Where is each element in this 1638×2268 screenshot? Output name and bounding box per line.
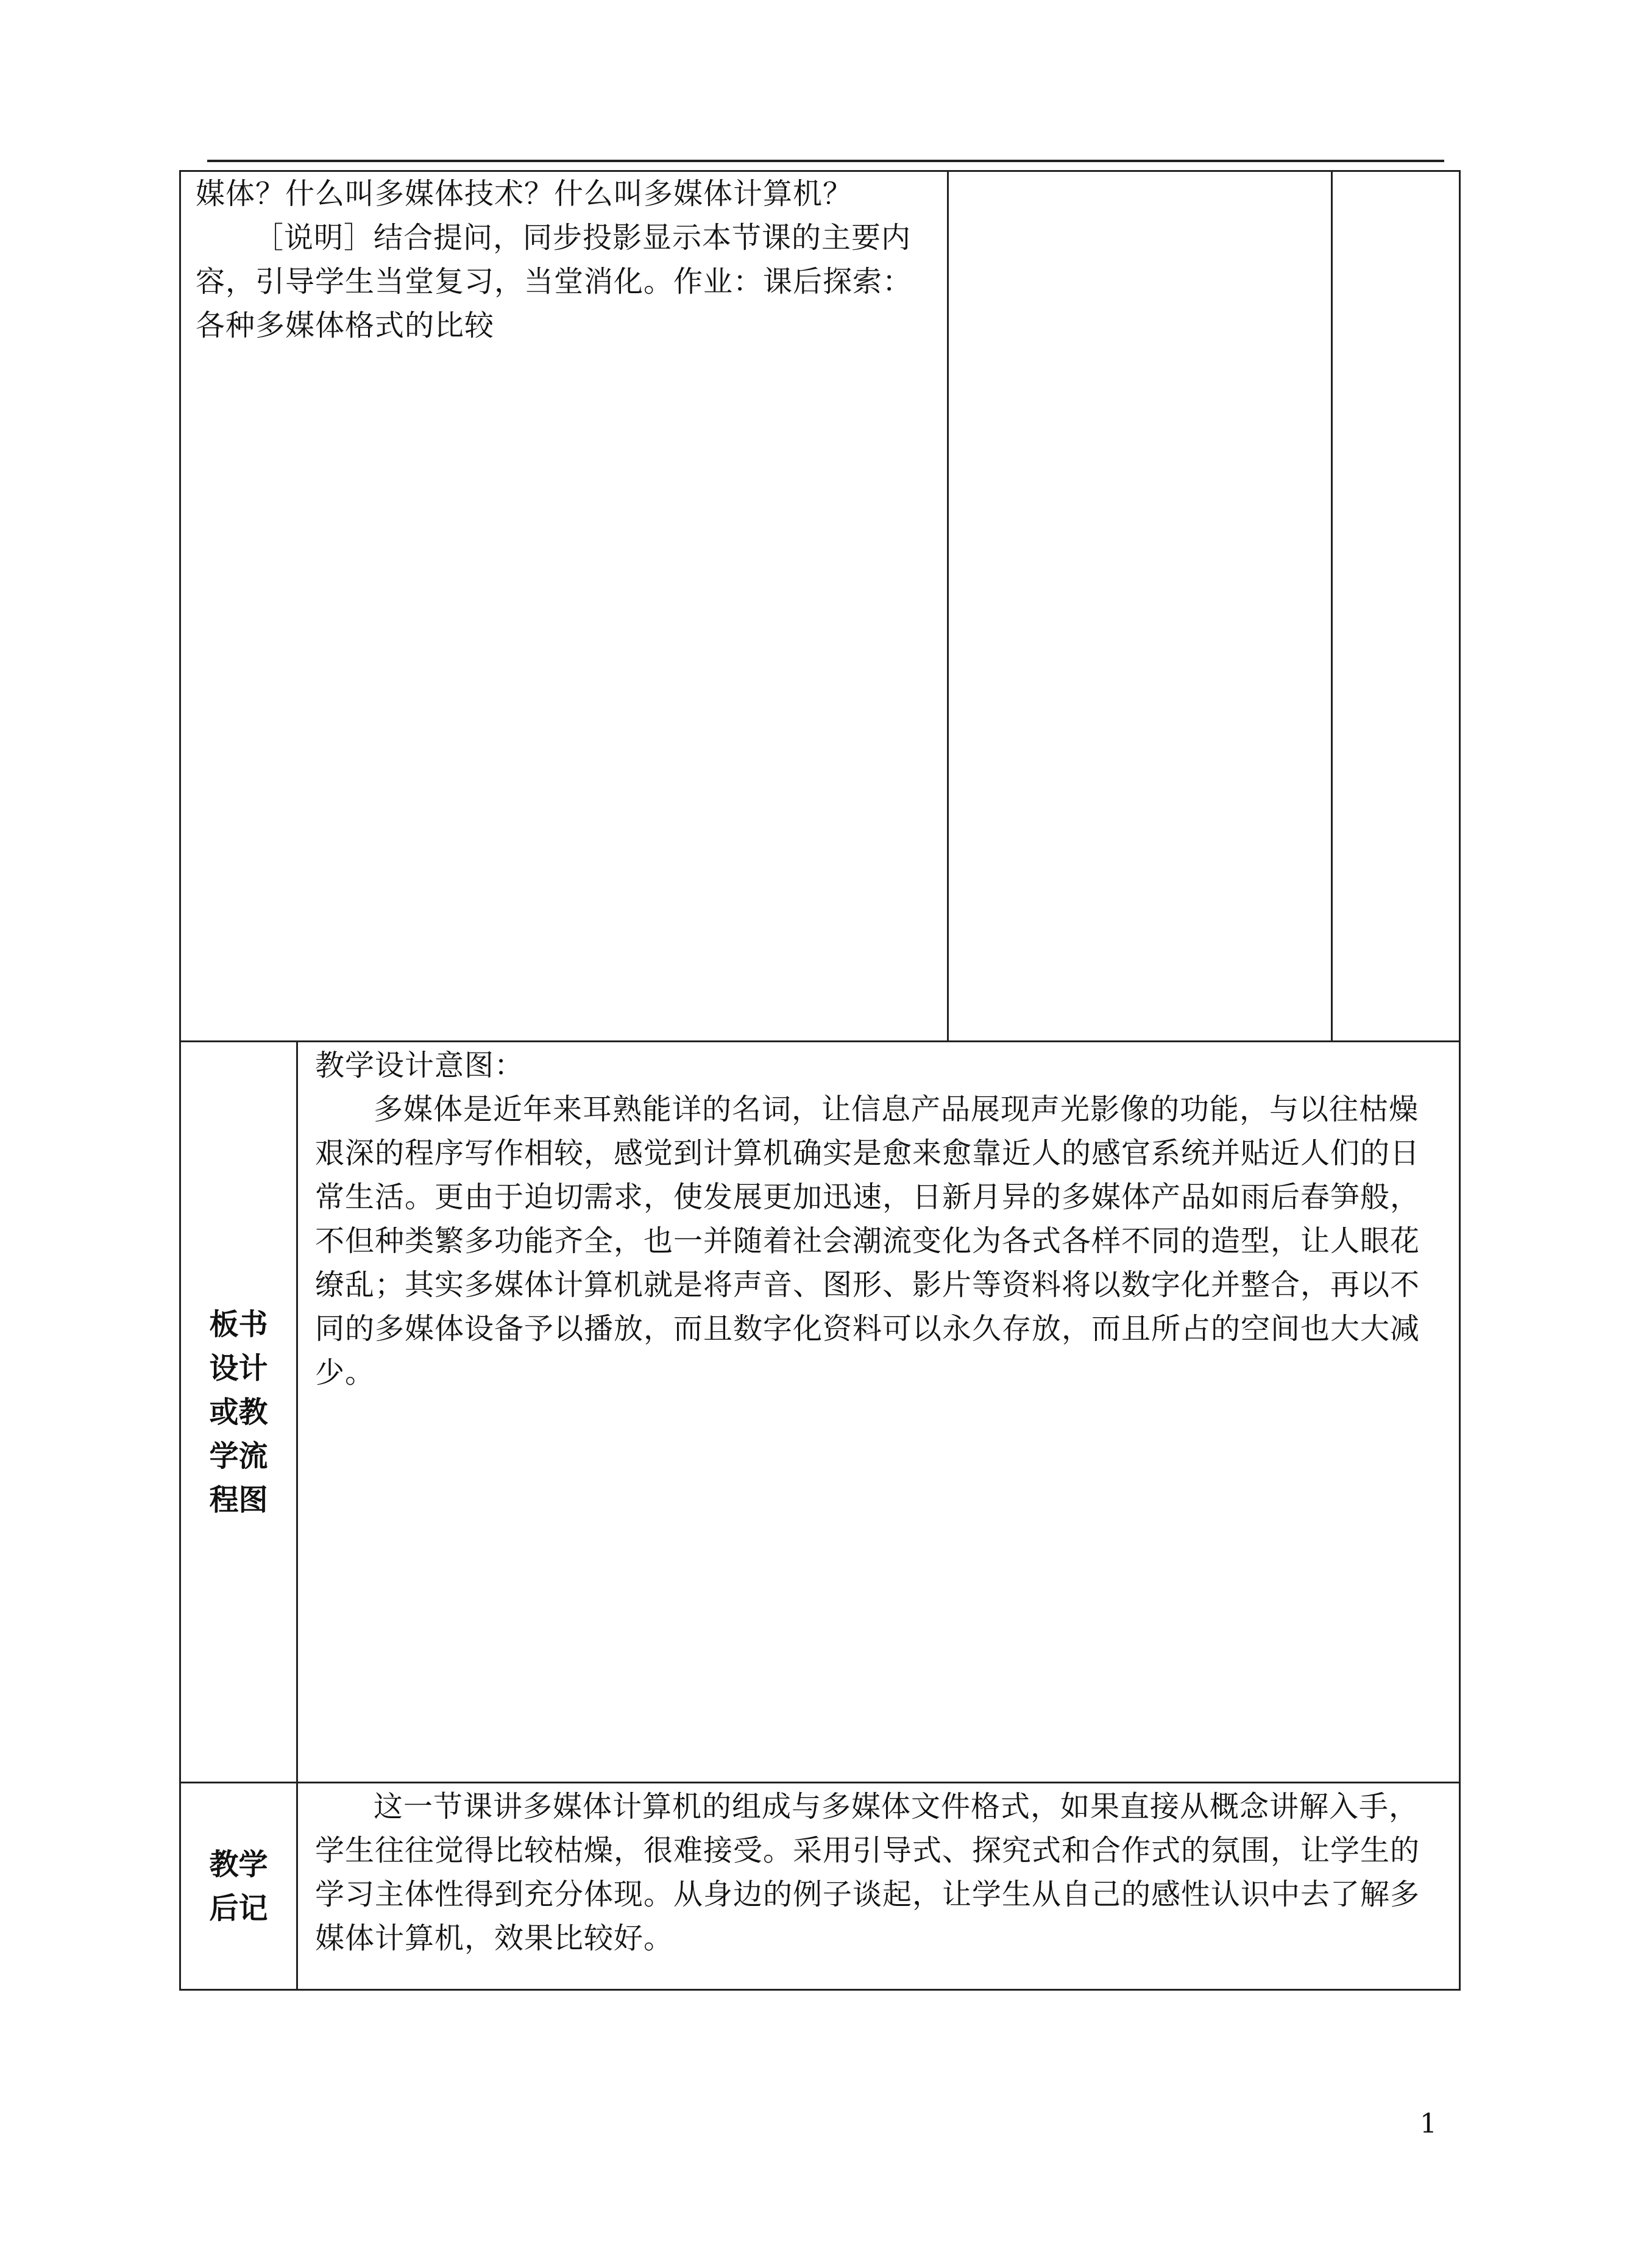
board-design-label: 板书设计或教学流程图 [180, 1042, 297, 1783]
student-activity-cell [948, 171, 1332, 1042]
page-number: 1 [1420, 2108, 1437, 2139]
process-continuation-cell [180, 171, 948, 1042]
explanation-paragraph: ［说明］结合提问，同步投影显示本节课的主要内容，引导学生当堂复习，当堂消化。作业：课后探索：各种多媒体格式的比较 [196, 221, 913, 343]
board-design-row [180, 1042, 1460, 1783]
design-intent-heading: 教学设计意图： [315, 1048, 525, 1082]
reflection-row [180, 1783, 1460, 1990]
header-rule [207, 160, 1444, 162]
reflection-content [297, 1783, 1460, 1990]
lesson-plan-table [179, 170, 1461, 1991]
continuation-question: 媒体？什么叫多媒体技术？什么叫多媒体计算机？ [196, 177, 853, 211]
continuation-row [180, 171, 1460, 1042]
design-intent-body: 多媒体是近年来耳熟能详的名词，让信息产品展现声光影像的功能，与以往枯燥艰深的程序写作相较，感觉到计算机确实是愈来愈靠近人的感官系统并贴近人们的日常生活。更由于迫切需求，使发展更加迅速，日新月异的多媒体产品如雨后春笋般，不但种类繁多功能齐全，也一并随着社会潮流变化为各式各样不同的造型，让人眼花缭乱；其实多媒体计算机就是将声音、图形、影片等资料将以数字化并整合，再以不同的多媒体设备予以播放，而且数字化资料可以永久存放，而且所占的空间也大大减少。 [315, 1092, 1420, 1390]
reflection-label: 教学后记 [180, 1783, 297, 1990]
board-design-content [297, 1042, 1460, 1783]
notes-cell [1332, 171, 1460, 1042]
reflection-body: 这一节课讲多媒体计算机的组成与多媒体文件格式，如果直接从概念讲解入手，学生往往觉得比较枯燥，很难接受。采用引导式、探究式和合作式的氛围，让学生的学习主体性得到充分体现。从身边的例子谈起，让学生从自己的感性认识中去了解多媒体计算机，效果比较好。 [315, 1790, 1420, 1955]
